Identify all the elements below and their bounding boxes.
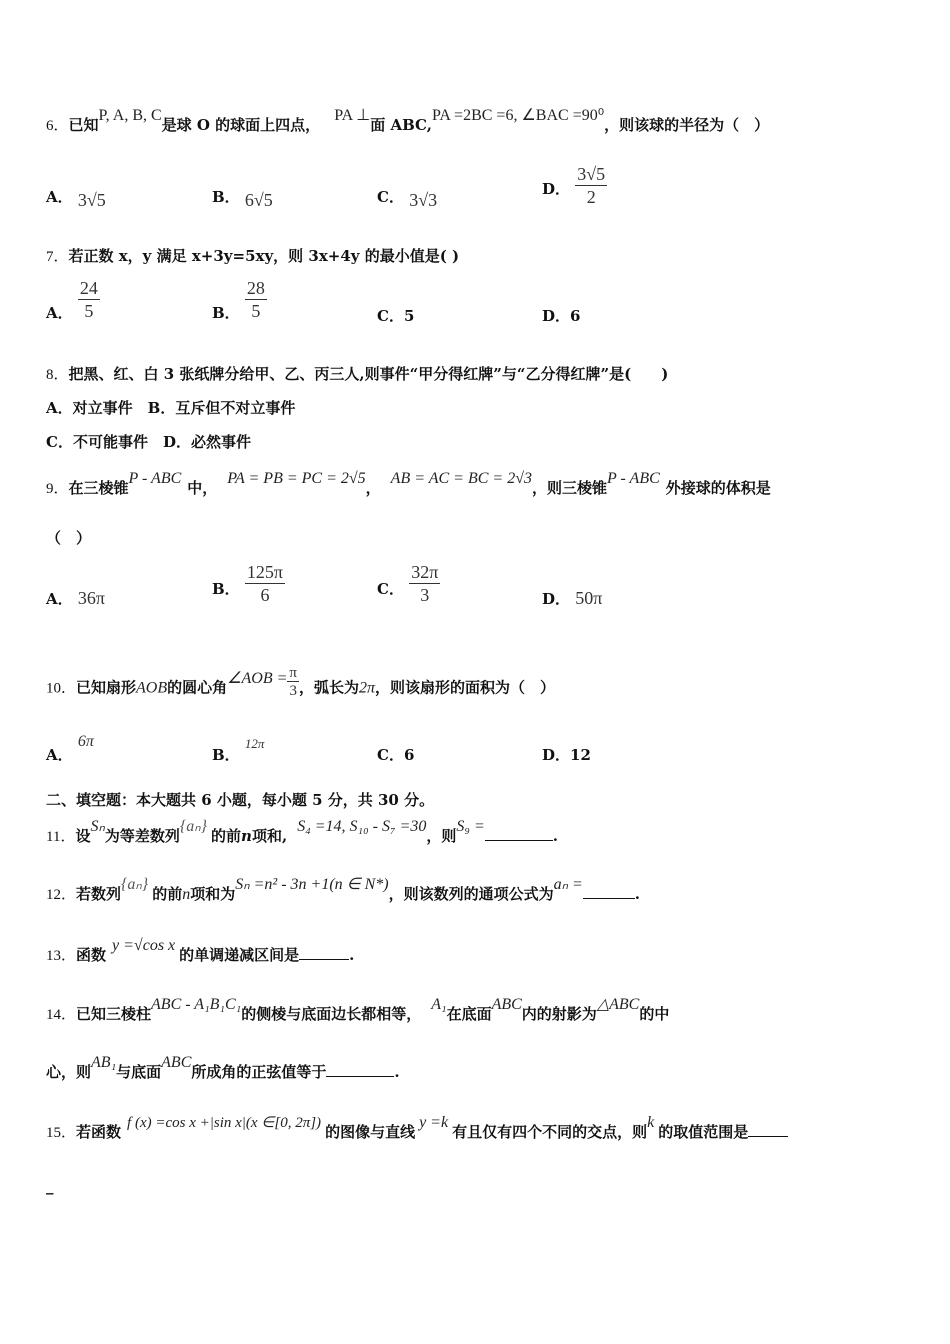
q12-math-sn: Sₙ =n² - 3n +1(n ∈ N*) <box>235 876 389 893</box>
denominator: 3 <box>289 683 297 699</box>
q13-text-1: 函数 <box>76 946 107 964</box>
q8-options-line-2 <box>46 432 910 452</box>
q13-text-2: 的单调递减区间是 <box>179 946 300 964</box>
question-number: 15． <box>46 1125 77 1141</box>
question-number: 11． <box>46 829 76 845</box>
option-label: D． <box>542 179 571 198</box>
q14-math-ab1: AB₁ <box>91 1054 117 1071</box>
q9-option-b <box>212 561 285 606</box>
fraction <box>245 561 285 606</box>
option-value: 6π <box>77 733 94 750</box>
q10-math-aob: AOB <box>136 679 168 697</box>
q14-text-2: 的侧棱与底面边长都相等， <box>241 1005 422 1023</box>
q10-text-4: ，则该扇形的面积为（ ） <box>375 678 556 697</box>
q11-period: . <box>552 827 558 845</box>
question-number: 8． <box>46 367 69 383</box>
q9-paren <box>46 528 910 548</box>
question-14-line-2 <box>46 1054 910 1083</box>
q7-text: 若正数 x，y 满足 x+3y=5xy，则 3x+4y 的最小值是( ) <box>68 247 460 265</box>
q9-text-1: 在三棱锥 <box>68 479 129 497</box>
option-label: C． <box>377 307 404 325</box>
q9-text-2: 中， <box>187 479 218 497</box>
option-label: B． <box>212 579 240 598</box>
q15-text-3: 有且仅有四个不同的交点，则 <box>452 1123 648 1141</box>
q9-math-ab: AB = AC = BC = 2√3 <box>390 470 532 487</box>
question-number: 13． <box>46 948 77 964</box>
q9-option-d <box>542 588 602 609</box>
option-label: A． <box>46 590 73 608</box>
section-title: 二、填空题：本大题共 6 小题，每小题 5 分，共 30 分。 <box>46 791 435 809</box>
numerator: 28 <box>246 278 265 298</box>
answer-blank[interactable] <box>485 826 553 841</box>
numerator: π <box>289 665 297 681</box>
question-8 <box>46 364 910 385</box>
q11-math-an: {aₙ} <box>179 818 208 835</box>
q15-math-line: y =k <box>419 1114 449 1131</box>
denominator: 3 <box>420 585 430 605</box>
option-value: 6 <box>570 307 581 325</box>
question-number: 7． <box>46 249 69 265</box>
q8-text: 把黑、红、白 3 张纸牌分给甲、乙、丙三人,则事件“甲分得红牌”与“乙分得红牌”是( ) <box>68 365 669 383</box>
q15-math-k: k <box>647 1114 655 1131</box>
q6-option-a <box>46 186 106 210</box>
q8-options-line-1 <box>46 398 910 418</box>
q12-text-2: 的前 <box>152 885 183 903</box>
option-value: 3√3 <box>409 190 438 210</box>
q11-math-s9: S₉ = <box>456 818 485 835</box>
answer-blank[interactable] <box>299 945 349 960</box>
q14-text-6: 心，则 <box>46 1063 92 1081</box>
q6-option-d <box>542 163 607 208</box>
question-6 <box>46 107 910 136</box>
q10-math-angle: ∠AOB = <box>227 669 288 687</box>
option-value: 12π <box>244 736 265 751</box>
question-number: 9． <box>46 481 69 497</box>
question-13 <box>46 937 910 966</box>
q9-math-pa: PA = PB = PC = 2√5 <box>227 470 366 487</box>
answer-blank[interactable] <box>326 1062 394 1077</box>
q14-period: . <box>394 1063 400 1081</box>
option-label: D． <box>542 307 571 325</box>
option-label: D． <box>542 590 571 608</box>
q7-option-c <box>377 305 414 326</box>
q14-math-abc: ABC <box>491 996 522 1013</box>
option-label: C． <box>377 579 404 598</box>
q9-math-tetra-2: P - ABC <box>607 470 660 487</box>
q8-options-ab: A．对立事件 B．互斥但不对立事件 <box>46 399 296 417</box>
denominator: 6 <box>260 585 270 605</box>
option-value: 36π <box>77 588 105 608</box>
question-number: 12． <box>46 887 77 903</box>
q10-option-c <box>377 744 414 765</box>
question-number: 14． <box>46 1007 77 1023</box>
denominator: 2 <box>586 187 596 207</box>
option-value: 3√5 <box>77 190 106 210</box>
q6-math-perp: PA ⊥ <box>334 107 371 124</box>
question-14 <box>46 996 910 1025</box>
option-label: B． <box>212 303 240 322</box>
option-label: C． <box>377 746 404 764</box>
question-number: 6． <box>46 118 69 134</box>
q14-text-4: 内的射影为 <box>521 1005 597 1023</box>
question-15 <box>46 1114 910 1143</box>
q12-math-an-eq: aₙ = <box>553 876 583 893</box>
fraction <box>409 561 440 606</box>
q10-option-b <box>212 736 265 765</box>
fraction <box>78 277 100 322</box>
option-label: A． <box>46 188 73 206</box>
option-value: 5 <box>403 307 415 325</box>
q6-math-points: P, A, B, C <box>98 107 162 124</box>
q11-text-4: 项和, <box>251 827 288 845</box>
q9-math-tetra: P - ABC <box>128 470 182 487</box>
numerator: 24 <box>79 278 98 298</box>
q10-fraction <box>287 665 299 700</box>
q10-text-2: 的圆心角 <box>167 678 228 697</box>
question-10 <box>46 665 910 706</box>
q9-text-4: ，则三棱锥 <box>532 479 608 497</box>
q14-math-prism: ABC - A₁B₁C₁ <box>151 996 242 1013</box>
answer-blank[interactable] <box>748 1122 788 1137</box>
q15-text-4: 的取值范围是 <box>658 1123 749 1141</box>
q6-math-condition: PA =2BC =6, ∠BAC =90⁰ <box>431 107 605 124</box>
q10-option-d <box>542 744 591 765</box>
q14-text-5: 的中 <box>639 1005 670 1023</box>
q11-text-5: ，则 <box>426 827 457 845</box>
q13-math-func: y =√cos x <box>112 937 176 954</box>
q12-text-3: 项和为 <box>190 885 236 903</box>
q7-option-a <box>46 277 100 322</box>
question-number: 10． <box>46 680 77 697</box>
q14-math-a1: A₁ <box>431 996 447 1013</box>
q15-text-1: 若函数 <box>76 1123 122 1141</box>
q6-text-2: 是球 O 的球面上四点， <box>161 116 321 134</box>
q6-text-4: ，则该球的半径为（ ） <box>604 116 770 134</box>
q12-text-1: 若数列 <box>76 885 122 903</box>
q7-option-b <box>212 277 267 322</box>
question-9 <box>46 470 910 499</box>
q6-option-c <box>377 186 438 210</box>
q8-options-cd: C．不可能事件 D．必然事件 <box>46 433 251 451</box>
q9-text-5: 外接球的体积是 <box>665 479 771 497</box>
option-label: C． <box>377 188 404 206</box>
q11-math-given: S₄ =14, S₁₀ - S₇ =30 <box>297 818 427 835</box>
q13-period: . <box>349 946 355 964</box>
numerator: 32π <box>411 562 439 582</box>
q14-text-3: 在底面 <box>446 1005 492 1023</box>
q9-option-a <box>46 588 105 609</box>
q10-text-3: ，弧长为 <box>298 678 359 697</box>
q11-n: n <box>241 827 252 845</box>
fraction <box>575 163 607 208</box>
option-label: A． <box>46 303 73 322</box>
denominator: 5 <box>84 301 94 321</box>
q14-text-8: 所成角的正弦值等于 <box>191 1063 327 1081</box>
denominator: 5 <box>251 301 261 321</box>
option-value: 12 <box>570 746 591 764</box>
question-11 <box>46 818 910 847</box>
q7-option-d <box>542 305 580 326</box>
option-label: A． <box>46 746 73 764</box>
option-value: 50π <box>575 588 603 608</box>
option-label: B． <box>212 188 240 206</box>
q12-text-4: ，则该数列的通项公式为 <box>388 885 554 903</box>
q11-text-1: 设 <box>75 827 91 845</box>
q14-math-abc-2: ABC <box>161 1054 192 1071</box>
question-12 <box>46 876 910 905</box>
q6-text-3: 面 ABC, <box>370 116 432 134</box>
numerator: 3√5 <box>577 164 606 184</box>
option-value: 6√5 <box>244 190 273 210</box>
answer-paren: （ ） <box>46 529 92 547</box>
q6-text-1: 已知 <box>68 116 99 134</box>
q11-math-sn: Sₙ <box>90 818 105 835</box>
q15-text-2: 的图像与直线 <box>325 1123 416 1141</box>
option-label: D． <box>542 746 571 764</box>
question-15-tail <box>46 1176 910 1196</box>
q15-blank-tail: _ <box>46 1177 54 1195</box>
q11-text-2: 为等差数列 <box>104 827 180 845</box>
q12-n: n <box>182 886 191 903</box>
q10-math-arc: 2π <box>359 679 376 697</box>
q9-text-3: ， <box>365 479 381 497</box>
answer-blank[interactable] <box>583 884 635 899</box>
q10-option-a <box>46 733 94 765</box>
q12-math-an: {aₙ} <box>121 876 149 893</box>
fraction <box>245 277 267 322</box>
numerator: 125π <box>246 562 284 582</box>
section-2-heading <box>46 790 910 810</box>
q10-text-1: 已知扇形 <box>76 678 137 697</box>
option-label: B． <box>212 746 240 764</box>
option-value: 6 <box>403 746 415 764</box>
q15-math-func: f (x) =cos x +|sin x|(x ∈[0, 2π]) <box>127 1115 322 1131</box>
q14-math-triangle: △ABC <box>596 996 640 1013</box>
q11-text-3: 的前 <box>211 827 242 845</box>
q9-option-c <box>377 561 440 606</box>
q6-option-b <box>212 186 273 210</box>
q14-text-7: 与底面 <box>116 1063 162 1081</box>
question-7 <box>46 246 910 267</box>
q14-text-1: 已知三棱柱 <box>76 1005 152 1023</box>
q12-period: . <box>634 885 641 903</box>
